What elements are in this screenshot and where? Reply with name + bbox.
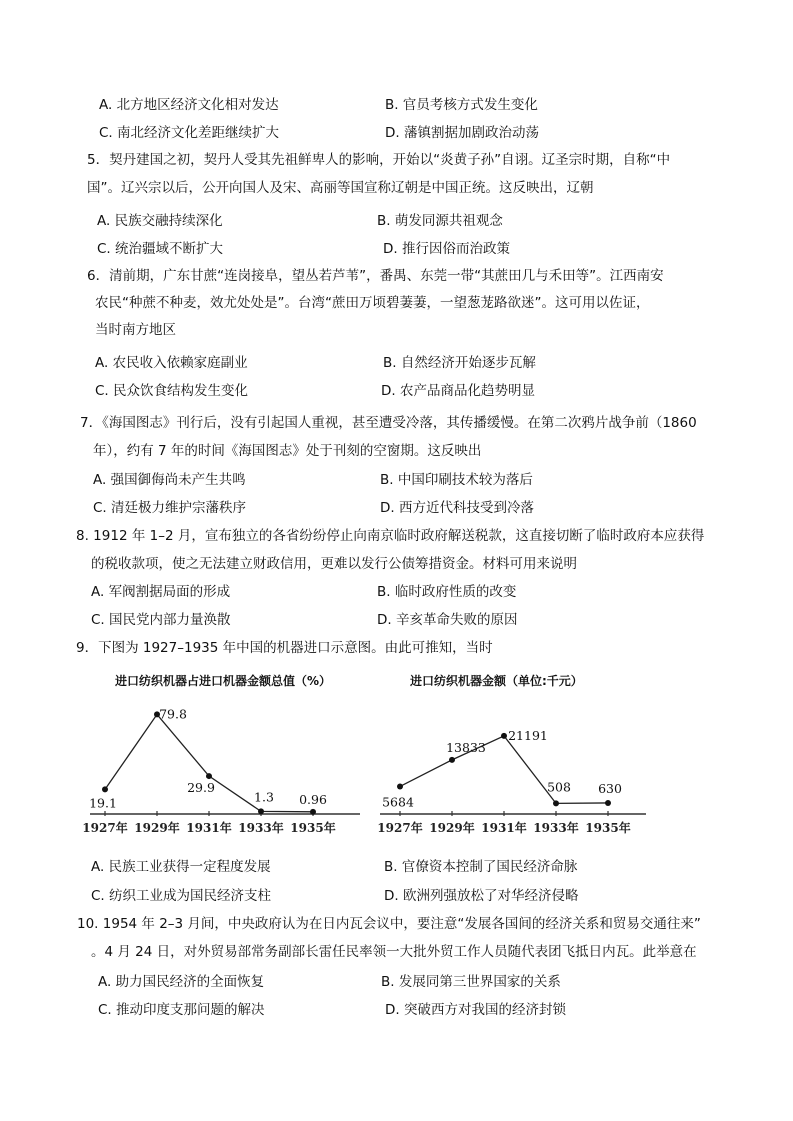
q8-stem-line-2: 的税收款项，使之无法建立财政信用，更难以发行公债筹措资金。材料可用来说明 [91, 556, 577, 572]
q4-option-d: D. 藩镇割据加剧政治动荡 [385, 125, 539, 141]
data-label: 0.96 [299, 791, 327, 807]
series-line [105, 714, 313, 811]
q7-option-c: C. 清廷极力维护宗藩秩序 [93, 500, 247, 516]
data-point [501, 733, 507, 739]
q7-option-b: B. 中国印刷技术较为落后 [380, 472, 533, 488]
chart-1-title: 进口纺织机器占进口机器金额总值（%） [115, 674, 332, 688]
x-tick-label: 1927年 [377, 821, 423, 835]
q5-option-a: A. 民族交融持续深化 [97, 213, 223, 229]
q4-option-a: A. 北方地区经济文化相对发达 [99, 97, 279, 113]
q10-option-c: C. 推动印度支那问题的解决 [98, 1002, 265, 1018]
q9-option-b: B. 官僚资本控制了国民经济命脉 [384, 859, 578, 875]
q5-stem-line-2: 国”。辽兴宗以后，公开向国人及宋、高丽等国宣称辽朝是中国正统。这反映出，辽朝 [87, 180, 594, 196]
q9-option-d: D. 欧洲列强放松了对华经济侵略 [384, 888, 579, 904]
x-tick-label: 1933年 [533, 821, 579, 835]
q6-option-b: B. 自然经济开始逐步瓦解 [383, 355, 536, 371]
data-point [397, 783, 403, 789]
q8-stem-line-1: 8. 1912 年 1–2 月，宣布独立的各省纷纷停止向南京临时政府解送税款，这直接切断了临时政府本应获得 [76, 528, 705, 544]
chart-2 [370, 690, 660, 840]
q8-option-b: B. 临时政府性质的改变 [377, 584, 517, 600]
data-label: 29.9 [187, 780, 215, 796]
x-tick-label: 1927年 [82, 821, 128, 835]
data-label: 508 [547, 779, 571, 795]
x-tick-label: 1935年 [290, 821, 336, 835]
data-point [553, 800, 559, 806]
x-tick-label: 1929年 [429, 821, 475, 835]
chart-1 [80, 690, 360, 840]
data-point [605, 800, 611, 806]
q8-option-d: D. 辛亥革命失败的原因 [377, 612, 518, 628]
data-point [449, 757, 455, 763]
q8-option-c: C. 国民党内部力量涣散 [91, 612, 231, 628]
q6-option-d: D. 农产品商品化趋势明显 [381, 383, 535, 399]
q4-option-c: C. 南北经济文化差距继续扩大 [99, 125, 280, 141]
q9-option-c: C. 纺织工业成为国民经济支柱 [91, 888, 272, 904]
q6-option-c: C. 民众饮食结构发生变化 [95, 383, 249, 399]
data-point [258, 808, 264, 814]
q5-option-c: C. 统治疆域不断扩大 [97, 241, 224, 257]
q7-stem-line-2: 年），约有 7 年的时间《海国图志》处于刊刻的空窗期。这反映出 [93, 443, 482, 459]
q6-option-a: A. 农民收入依赖家庭副业 [95, 355, 248, 371]
data-label: 21191 [508, 727, 548, 743]
q6-stem-line-2: 农民“种蔗不种麦，效尤处处是”。台湾“蔗田万顷碧萋萋，一望葱茏路欲迷”。这可用以佐证， [95, 295, 650, 311]
q5-option-d: D. 推行因俗而治政策 [383, 241, 510, 257]
q10-option-d: D. 突破西方对我国的经济封锁 [385, 1002, 566, 1018]
q7-option-d: D. 西方近代科技受到冷落 [380, 500, 534, 516]
data-point [310, 809, 316, 815]
q6-stem-line-1: 6．清前期，广东甘蔗“连岗接阜，望丛若芦苇”，番禺、东莞一带“其蔗田几与禾田等”。江西南安 [87, 268, 664, 284]
x-tick-label: 1931年 [481, 821, 527, 835]
data-label: 13833 [446, 739, 486, 755]
data-label: 5684 [382, 794, 414, 810]
x-tick-label: 1931年 [186, 821, 232, 835]
x-tick-label: 1935年 [585, 821, 631, 835]
data-label: 630 [598, 780, 622, 796]
q7-option-a: A. 强国御侮尚未产生共鸣 [93, 472, 246, 488]
data-label: 1.3 [254, 789, 274, 805]
q10-option-a: A. 助力国民经济的全面恢复 [98, 974, 265, 990]
data-label: 79.8 [159, 706, 187, 722]
q9-option-a: A. 民族工业获得一定程度发展 [91, 859, 271, 875]
q10-option-b: B. 发展同第三世界国家的关系 [381, 974, 561, 990]
data-point [102, 786, 108, 792]
q9-stem: 9．下图为 1927–1935 年中国的机器进口示意图。由此可推知，当时 [76, 640, 493, 656]
data-label: 19.1 [89, 795, 117, 811]
x-tick-label: 1933年 [238, 821, 284, 835]
q5-stem-line-1: 5．契丹建国之初，契丹人受其先祖鲜卑人的影响，开始以“炎黄子孙”自诩。辽圣宗时期，自称“中 [87, 152, 671, 168]
q6-stem-line-3: 当时南方地区 [95, 322, 176, 338]
q4-option-b: B. 官员考核方式发生变化 [385, 97, 538, 113]
series-line [400, 736, 608, 803]
q10-stem-line-1: 10. 1954 年 2–3 月间，中央政府认为在日内瓦会议中，要注意“发展各国间的经济关系和贸易交通往来” [77, 916, 701, 932]
data-point [206, 773, 212, 779]
q8-option-a: A. 军阀割据局面的形成 [91, 584, 231, 600]
chart-2-title: 进口纺织机器金额（单位:千元） [410, 674, 583, 688]
q7-stem-line-1: 7．《海国图志》刊行后，没有引起国人重视，甚至遭受冷落，其传播缓慢。在第二次鸦片战争前（1860 [80, 415, 697, 431]
q5-option-b: B. 萌发同源共祖观念 [377, 213, 503, 229]
x-tick-label: 1929年 [134, 821, 180, 835]
q10-stem-line-2: 。4 月 24 日，对外贸易部常务副部长雷任民率领一大批外贸工作人员随代表团飞抵日内瓦。此举意在 [91, 944, 697, 960]
